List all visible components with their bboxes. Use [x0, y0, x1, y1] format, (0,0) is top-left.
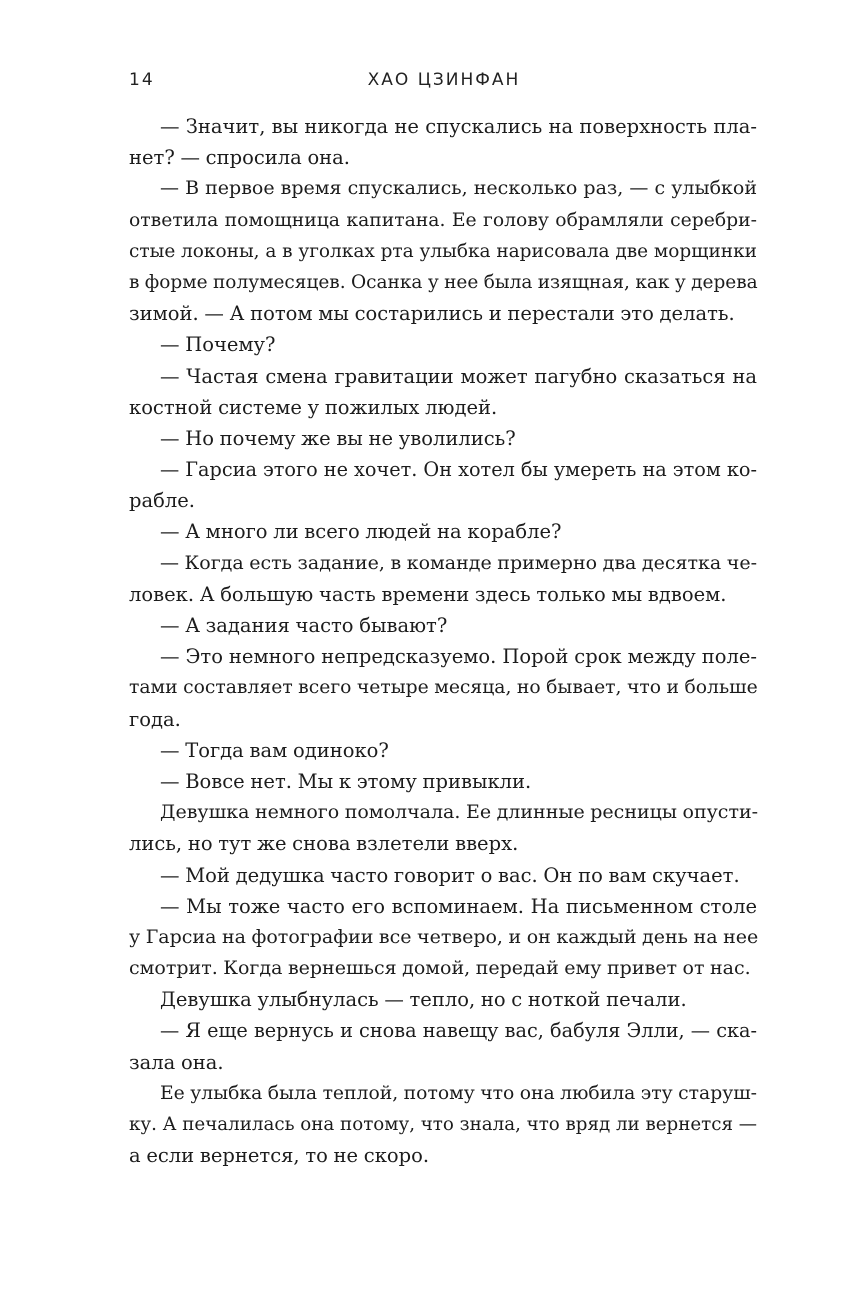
text-line: у Гарсиа на фотографии все четверо, и он каждый день на нее [129, 925, 759, 948]
text-line: ловек. А большую часть времени здесь только мы вдвоем. [129, 582, 727, 606]
running-title: ХАО ЦЗИНФАН [367, 70, 521, 90]
text-line: — А много ли всего людей на корабле? [160, 520, 562, 544]
text-line: в форме полумесяцев. Осанка у нее была изящная, как у дерева [129, 271, 758, 293]
text-line: — Но почему же вы не уволились? [160, 426, 516, 450]
text-line: — Гарсиа этого не хочет. Он хотел бы умереть на этом ко- [160, 458, 757, 482]
text-line: — Частая смена гравитации может пагубно сказаться на [160, 364, 757, 388]
text-line: — Мы тоже часто его вспоминаем. На письменном столе [160, 894, 757, 918]
page-number: 14 [129, 70, 155, 90]
text-line: — Я еще вернусь и снова навещу вас, бабуля Элли, — ска- [160, 1019, 757, 1043]
text-line: — Это немного непредсказуемо. Порой срок между поле- [160, 645, 757, 669]
text-line: — Тогда вам одиноко? [160, 738, 389, 762]
text-line: зимой. — А потом мы состарились и перестали это делать. [129, 302, 735, 326]
text-line: костной системе у пожилых людей. [129, 395, 498, 419]
text-line: рабле. [129, 489, 195, 513]
text-line: — В первое время спускались, несколько раз, — с улыбкой [160, 177, 757, 200]
text-line: — Когда есть задание, в команде примерно два десятка че- [160, 551, 757, 574]
text-line: тами составляет всего четыре месяца, но бывает, что и больше [129, 677, 758, 699]
text-line: лись, но тут же снова взлетели вверх. [129, 832, 519, 856]
text-line: — Почему? [160, 333, 276, 357]
text-line: а если вернется, то не скоро. [129, 1144, 430, 1168]
text-line: стые локоны, а в уголках рта улыбка нарисовала две морщинки [129, 240, 757, 262]
text-line: смотрит. Когда вернешься домой, передай ему привет от нас. [129, 957, 751, 980]
page-header [129, 70, 759, 100]
text-line: Девушка немного помолчала. Ее длинные ресницы опусти- [160, 801, 759, 824]
text-line: ку. А печалилась она потому, что знала, что вряд ли вернется — [129, 1114, 757, 1135]
text-line: Девушка улыбнулась — тепло, но с ноткой печали. [160, 988, 687, 1012]
text-line: — Вовсе нет. Мы к этому привыкли. [160, 769, 532, 793]
text-line: нет? — спросила она. [129, 146, 351, 170]
body-text [129, 111, 757, 1171]
text-line: зала она. [129, 1050, 224, 1074]
text-line: Ее улыбка была теплой, потому что она любила эту старуш- [160, 1082, 757, 1104]
text-line: года. [129, 707, 181, 731]
text-line: — Мой дедушка часто говорит о вас. Он по вам скучает. [160, 863, 740, 887]
text-line: — Значит, вы никогда не спускались на поверхность пла- [160, 115, 757, 138]
text-line: ответила помощница капитана. Ее голову обрамляли серебри- [129, 209, 757, 231]
text-line: — А задания часто бывают? [160, 614, 448, 637]
